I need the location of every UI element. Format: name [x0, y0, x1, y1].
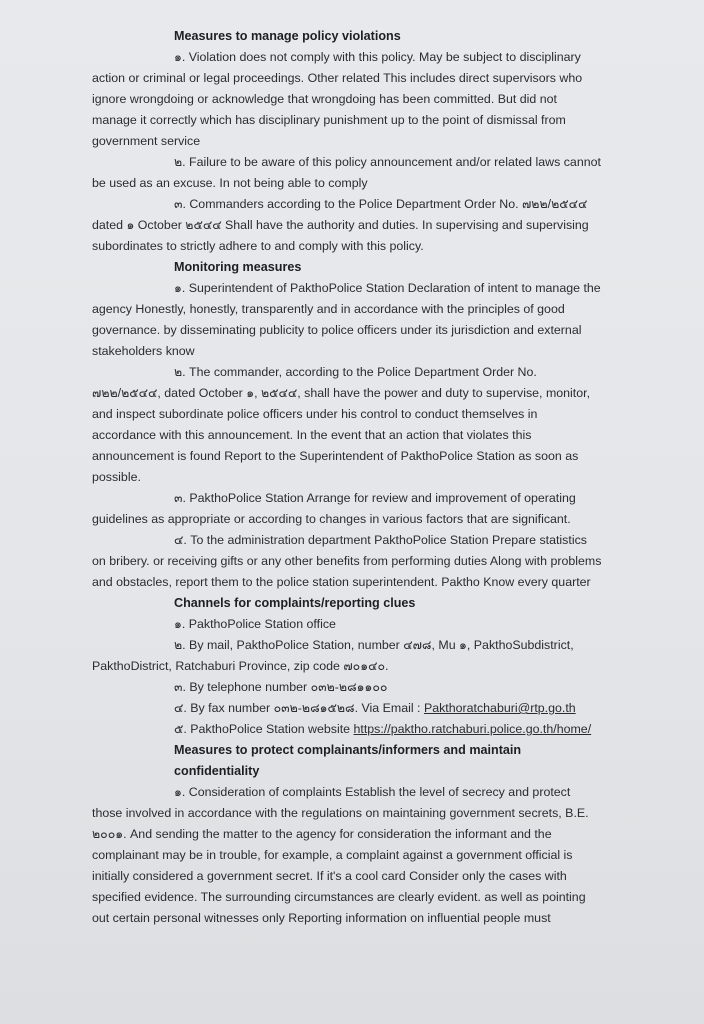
violations-paragraph-1: ๑. Violation does not comply with this policy. May be subject to disciplinary action or criminal or legal proceedings. Other related This includes direct supervisors who ignore wrongdoing or acknowledge that wrongdoing has been committed. But did not manage it correctly which has disciplinary punishment up to the point of dismissal from government service — [92, 50, 583, 148]
channel-mail: ๒. By mail, PakthoPolice Station, number ๔๗๘, Mu ๑, PakthoSubdistrict, PakthoDistrict, Ratchaburi Province, zip code ๗๐๑๔๐. — [92, 638, 574, 673]
monitoring-paragraph-2: ๒. The commander, according to the Police Department Order No. ๗๒๒/๒๕๔๔, dated October ๑, ๒๕๔๔, shall have the power and duty to supervise, monitor, and inspect subordinate police officers under his control to conduct themselves in accordance with this announcement. In the event that an action that violates this announcement is found Report to the Superintendent of PakthoPolice Station as soon as possible. — [92, 365, 591, 484]
channel-fax-email — [92, 698, 604, 719]
monitoring-paragraph-4: ๔. To the administration department PakthoPolice Station Prepare statistics on bribery. or receiving gifts or any other benefits from performing duties Along with problems and obstacles, report them to the police station superintendent. Paktho Know every quarter — [92, 533, 602, 589]
fax-email-text: ๔. By fax number ๐๓๒-๒๘๑๕๒๘. Via Email : — [174, 701, 424, 715]
monitoring-paragraph-1: ๑. Superintendent of PakthoPolice Station Declaration of intent to manage the agency Honestly, honestly, transparently and in accordance with the principles of good governance. by disseminating publicity to police officers under its jurisdiction and external stakeholders know — [92, 281, 601, 358]
channel-telephone: ๓. By telephone number ๐๓๒-๒๘๑๑๐๐ — [174, 680, 388, 694]
violations-paragraph-2: ๒. Failure to be aware of this policy announcement and/or related laws cannot be used as an excuse. In not being able to comply — [92, 155, 601, 190]
violations-paragraph-3: ๓. Commanders according to the Police Department Order No. ๗๒๒/๒๕๔๔ dated ๑ October ๒๕๔๔ Shall have the authority and duties. In supervising and supervising subordinates to strictly adhere to and comply with this policy. — [92, 197, 589, 253]
heading-complainant-protection: Measures to protect complainants/informers and maintain confidentiality — [174, 743, 522, 778]
heading-complaint-channels: Channels for complaints/reporting clues — [174, 596, 416, 610]
website-text: ๕. PakthoPolice Station website — [174, 722, 354, 736]
monitoring-paragraph-3: ๓. PakthoPolice Station Arrange for review and improvement of operating guidelines as appropriate or according to changes in various factors that are significant. — [92, 491, 576, 526]
heading-policy-violations: Measures to manage policy violations — [174, 29, 401, 43]
channel-office: ๑. PakthoPolice Station office — [174, 617, 336, 631]
heading-monitoring-measures: Monitoring measures — [174, 260, 302, 274]
email-link[interactable]: Pakthoratchaburi@rtp.go.th — [423, 701, 576, 715]
website-link[interactable]: https://paktho.ratchaburi.police.go.th/home/ — [353, 722, 592, 736]
protection-paragraph-1: ๑. Consideration of complaints Establish the level of secrecy and protect those involved in accordance with the regulations on maintaining government secrets, B.E. ๒๐๐๑. And sending the matter to the agency for consideration the informant and the complainant may be in trouble, for example, a complaint against a government official is initially considered a government secret. If it's a cool card Consider only the cases with specified evidence. The surrounding circumstances are clearly evident. as well as pointing out certain personal witnesses only Reporting information on influential people must — [92, 785, 589, 925]
channel-website — [92, 719, 604, 740]
